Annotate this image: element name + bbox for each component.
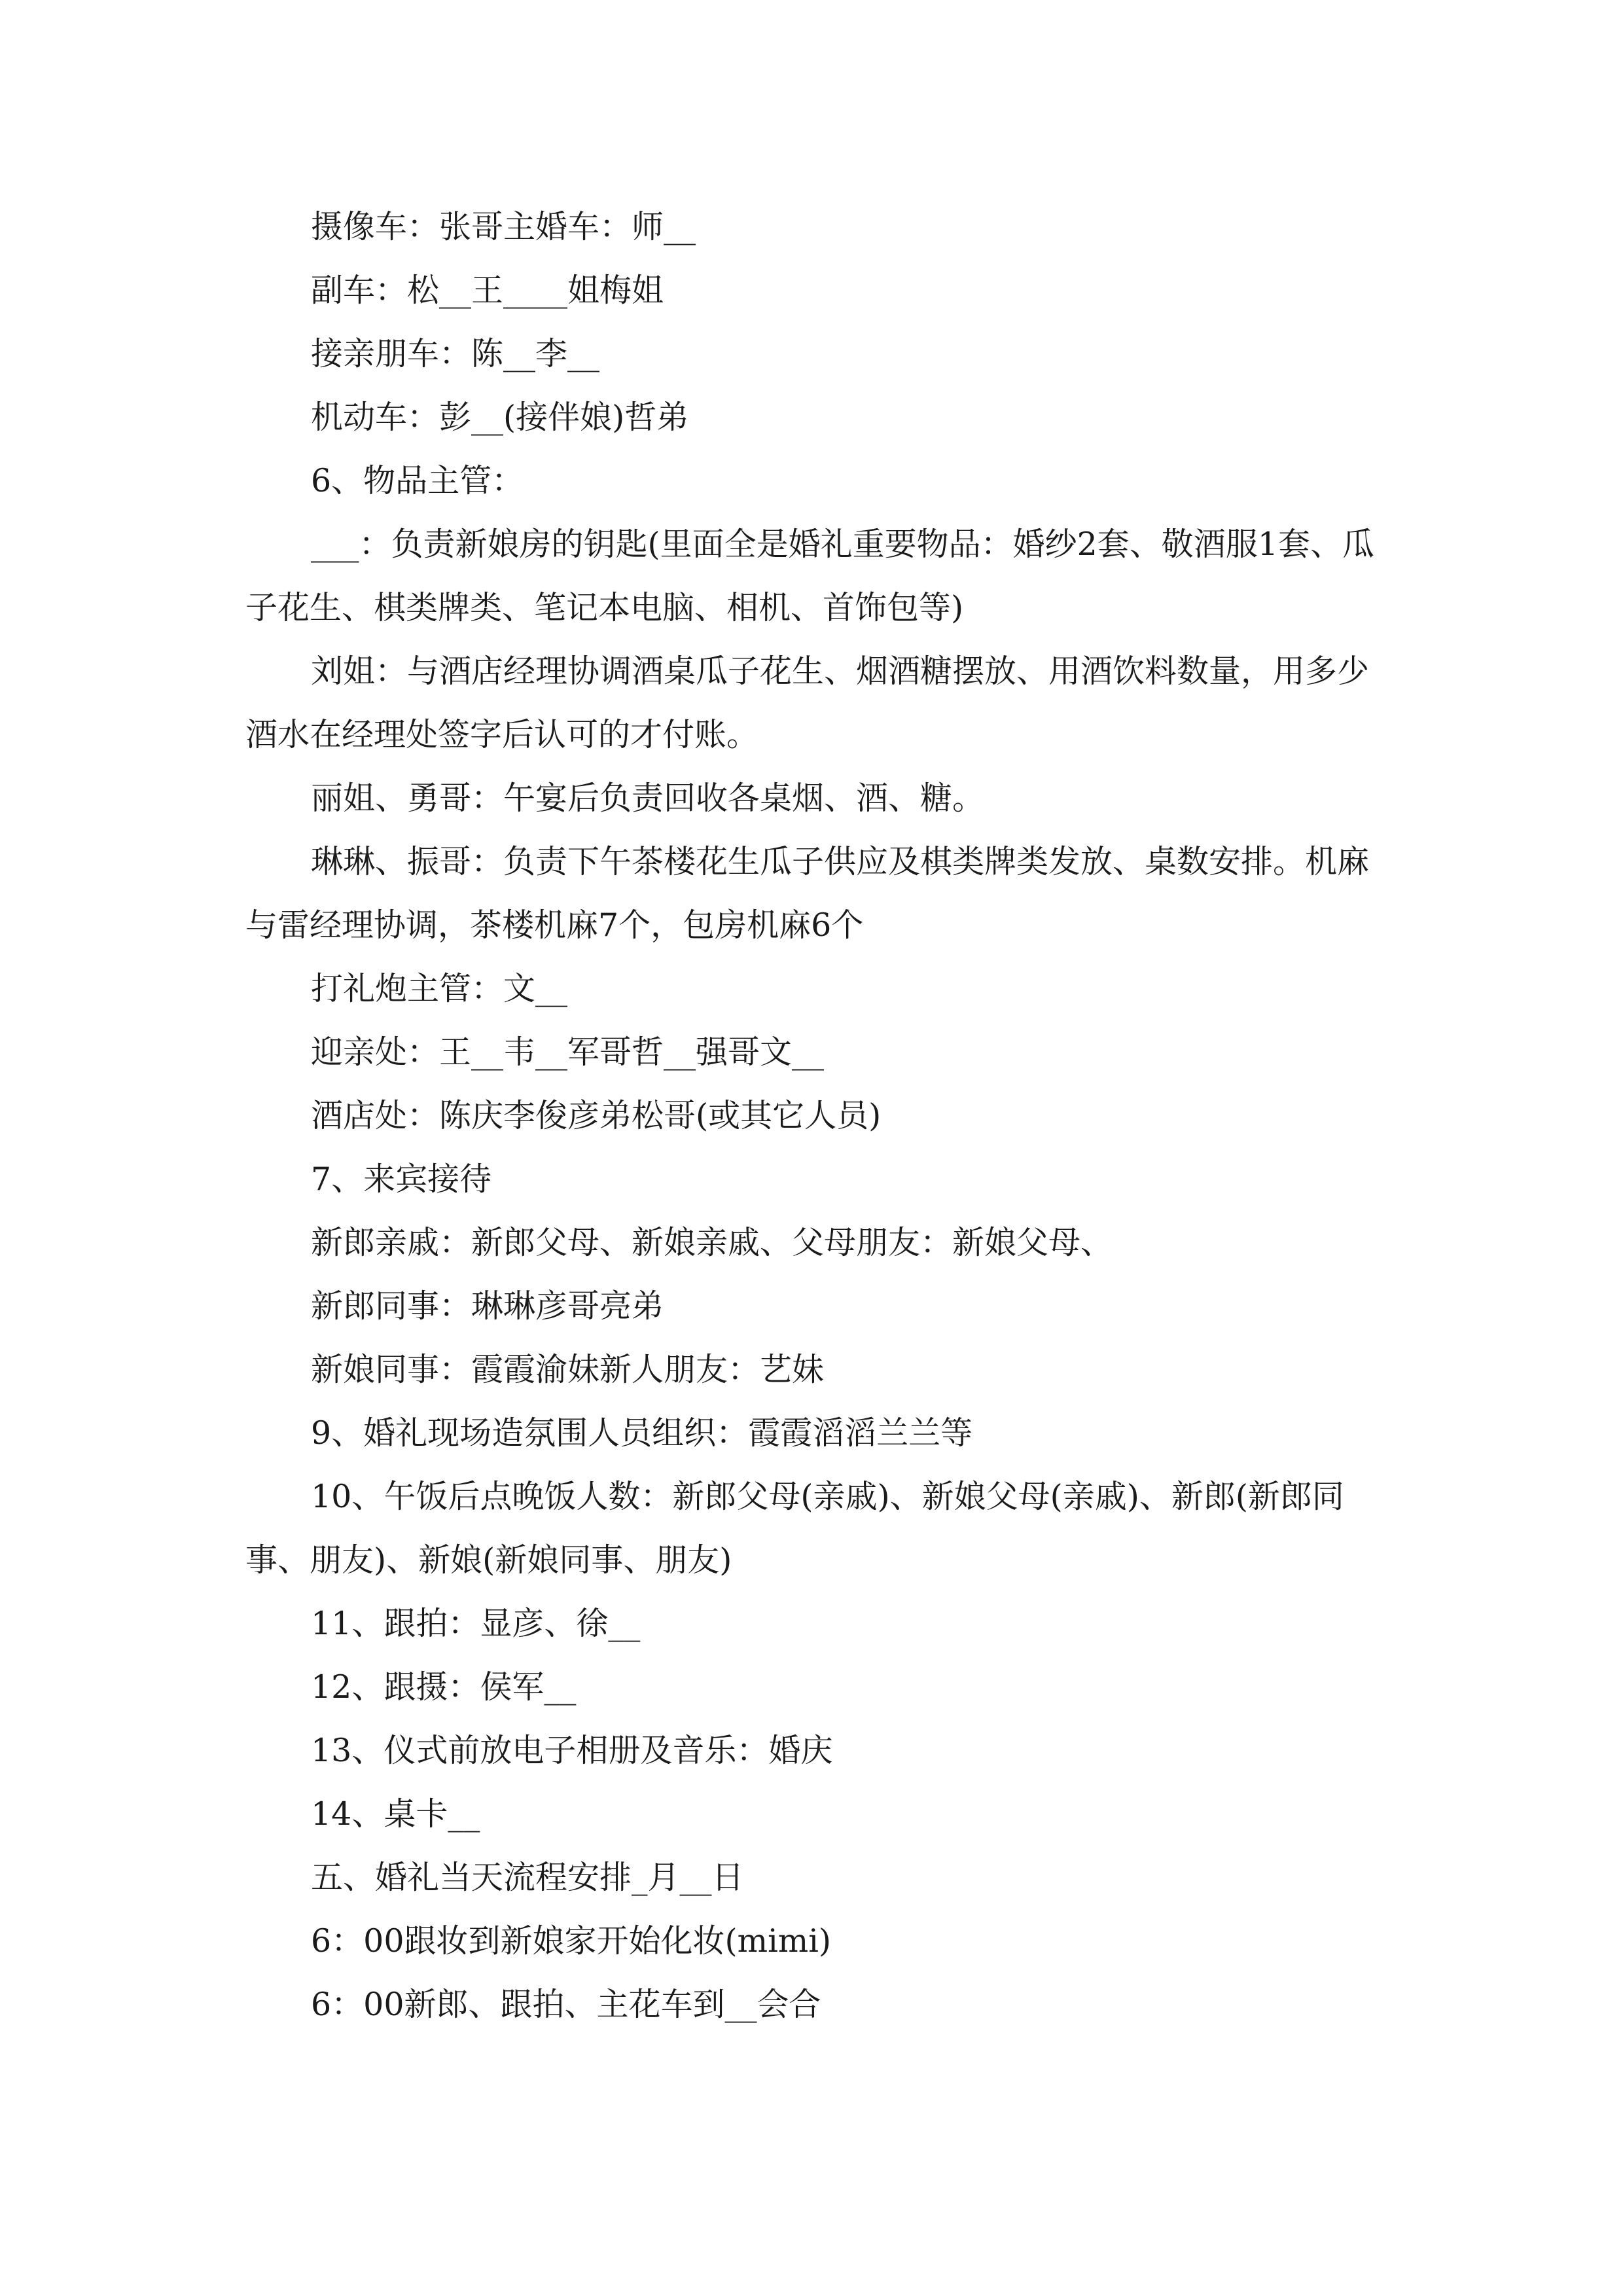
section-heading-atmosphere: 9、婚礼现场造氛围人员组织：霞霞滔滔兰兰等	[311, 1414, 973, 1452]
paragraph-secondary-car: 副车：松__王____姐梅姐	[311, 272, 664, 309]
section-heading-day-schedule: 五、婚礼当天流程安排_月__日	[311, 1859, 744, 1896]
paragraph-hotel-coordination: 刘姐：与酒店经理协调酒桌瓜子花生、烟酒糖摆放、用酒饮料数量，用多少酒水在经理处签字后认可的才付账。	[245, 653, 1370, 753]
paragraph-hotel-point: 酒店处：陈庆李俊彦弟松哥(或其它人员)	[311, 1097, 882, 1134]
paragraph-salute: 打礼炮主管：文__	[311, 970, 568, 1007]
paragraph-collection: 丽姐、勇哥：午宴后负责回收各桌烟、酒、糖。	[311, 780, 985, 817]
schedule-item-groom-meetup: 6：00新郎、跟拍、主花车到__会合	[311, 1986, 821, 2023]
section-heading-video: 12、跟摄：侯军__	[311, 1668, 577, 1706]
paragraph-camera-car: 摄像车：张哥主婚车：师__	[311, 208, 696, 245]
document-body	[245, 195, 1387, 2036]
paragraph-room-key: ___：负责新娘房的钥匙(里面全是婚礼重要物品：婚纱2套、敬酒服1套、瓜子花生、棋类牌类、笔记本电脑、相机、首饰包等)	[245, 526, 1374, 626]
section-heading-items: 6、物品主管：	[311, 462, 524, 499]
section-heading-table-cards: 14、桌卡__	[311, 1795, 480, 1833]
paragraph-groom-colleagues: 新郎同事：琳琳彦哥亮弟	[311, 1287, 664, 1325]
section-heading-album-music: 13、仪式前放电子相册及音乐：婚庆	[311, 1732, 833, 1769]
paragraph-groom-relatives: 新郎亲戚：新郎父母、新娘亲戚、父母朋友：新娘父母、	[311, 1224, 1113, 1261]
paragraph-bride-colleagues: 新娘同事：霞霞渝妹新人朋友：艺妹	[311, 1351, 825, 1388]
schedule-item-makeup: 6：00跟妆到新娘家开始化妆(mimi)	[311, 1922, 832, 1960]
paragraph-friends-car: 接亲朋车：陈__李__	[311, 335, 600, 372]
section-heading-photo: 11、跟拍：显彦、徐__	[311, 1605, 641, 1642]
paragraph-teahouse: 琳琳、振哥：负责下午茶楼花生瓜子供应及棋类牌类发放、桌数安排。机麻与雷经理协调，茶楼机麻7个，包房机麻6个	[245, 843, 1370, 944]
paragraph-welcome-point: 迎亲处：王__韦__军哥哲__强哥文__	[311, 1033, 825, 1071]
section-heading-dinner-count: 10、午饭后点晚饭人数：新郎父母(亲戚)、新娘父母(亲戚)、新郎(新郎同事、朋友)、新娘(新娘同事、朋友)	[245, 1478, 1344, 1579]
paragraph-spare-car: 机动车：彭__(接伴娘)哲弟	[311, 399, 689, 436]
section-heading-reception: 7、来宾接待	[311, 1160, 492, 1198]
